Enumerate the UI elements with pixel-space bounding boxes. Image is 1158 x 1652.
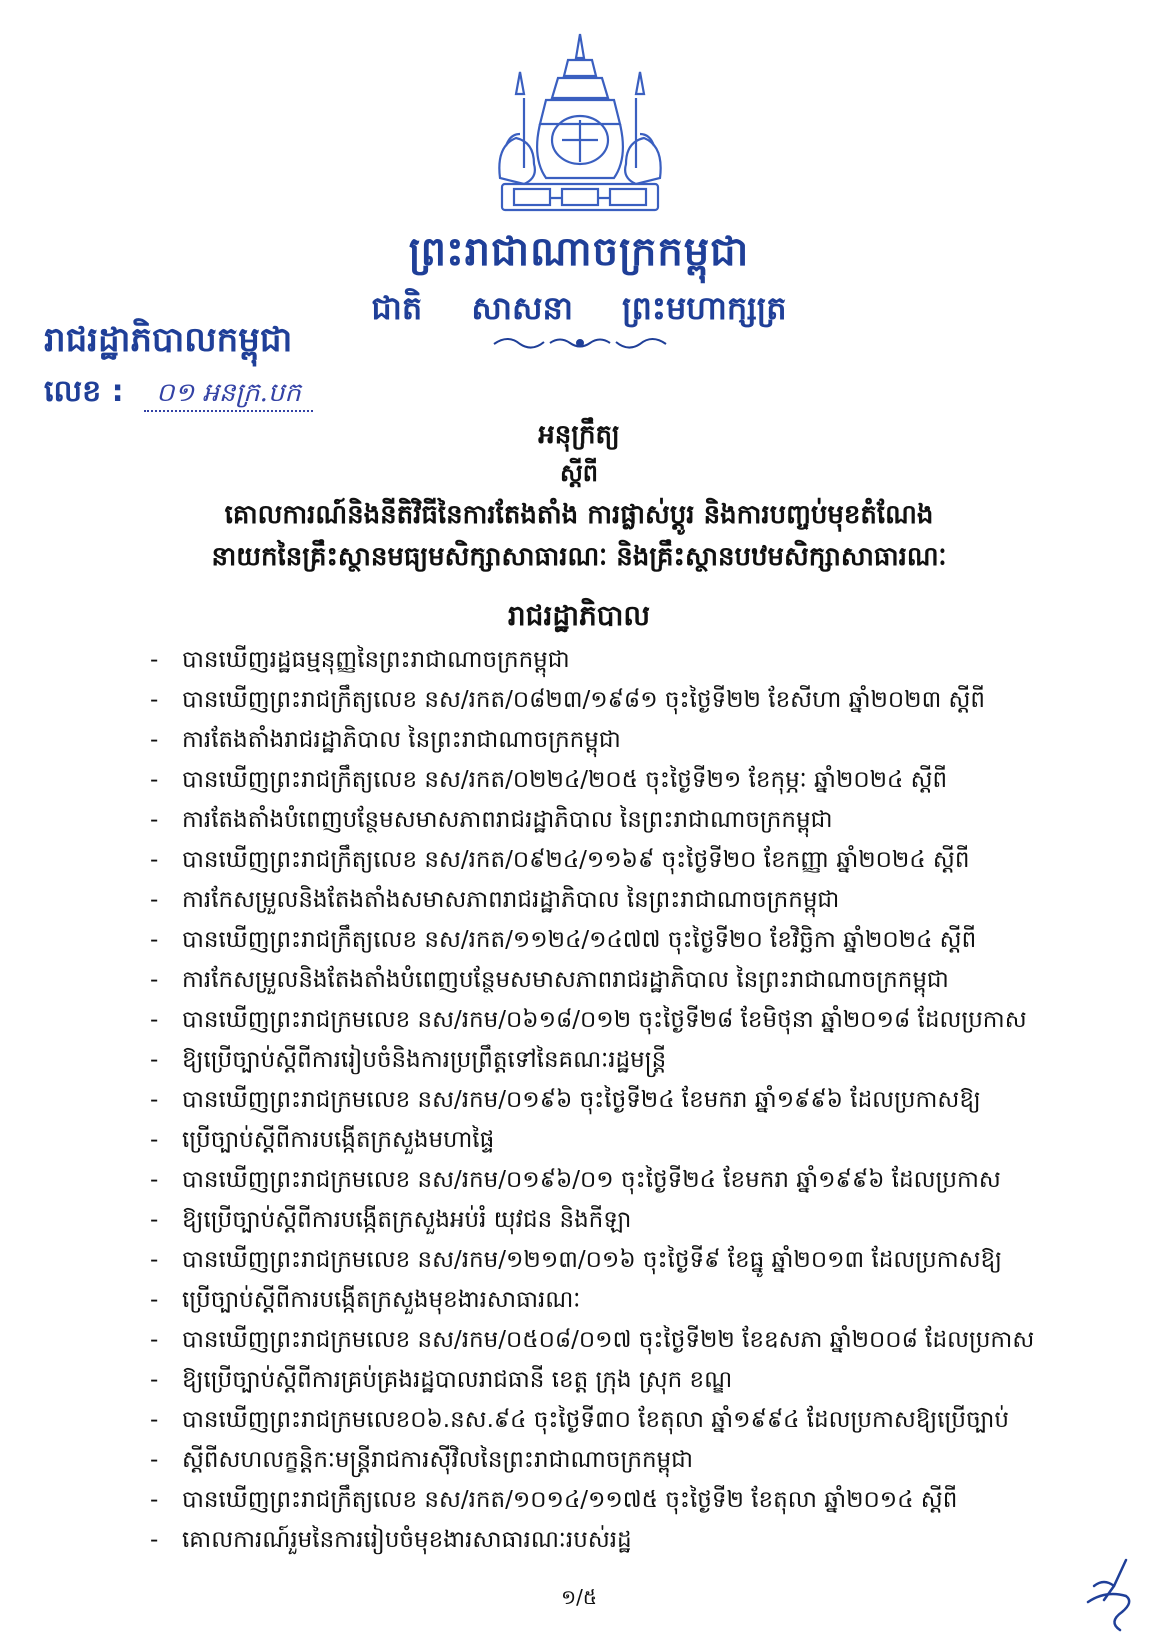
preamble-line: ឱ្យប្រើច្បាប់ស្តីពីការគ្រប់គ្រងរដ្ឋបាលរាជធានី ខេត្ត ក្រុង ស្រុក ខណ្ឌ xyxy=(182,1367,733,1393)
bullet-dash: - xyxy=(150,687,159,713)
bullet-dash: - xyxy=(150,1447,159,1473)
kingdom-title: ព្រះរាជាណាចក្រកម្ពុជា xyxy=(408,229,750,275)
bullet-dash: - xyxy=(150,887,159,913)
preamble-item xyxy=(150,840,1050,880)
preamble-line: ប្រើច្បាប់ស្តីពីការបង្កើតក្រសួងមុខងារសាធារណៈ xyxy=(182,1287,581,1313)
bullet-dash: - xyxy=(150,1087,159,1113)
page-number: ១/៥ xyxy=(560,1585,598,1609)
bullet-dash: - xyxy=(150,1527,159,1553)
preamble-list xyxy=(150,640,1050,1560)
preamble-line: បានឃើញរដ្ឋធម្មនុញ្ញនៃព្រះរាជាណាចក្រកម្ពុជា xyxy=(182,647,570,673)
handwritten-initials-icon xyxy=(1074,1556,1144,1640)
preamble-line: ស្តីពីសហលក្ខន្តិកៈមន្ត្រីរាជការស៊ីវិលនៃព្រះរាជាណាចក្រកម្ពុជា xyxy=(182,1447,694,1473)
bullet-dash: - xyxy=(150,847,159,873)
subject-line-2: នាយកនៃគ្រឹះស្ថានមធ្យមសិក្សាសាធារណៈ និងគ្រឹះស្ថានបឋមសិក្សាសាធារណៈ xyxy=(211,542,947,572)
preamble-line: បានឃើញព្រះរាជក្រមលេខ នស/រកម/០១៩៦/០១ ចុះថ្ងៃទី២៤ ខែមករា ឆ្នាំ១៩៩៦ ដែលប្រកាស xyxy=(182,1167,1001,1193)
preamble-item xyxy=(150,920,1050,960)
bullet-dash: - xyxy=(150,1127,159,1153)
bullet-dash: - xyxy=(150,807,159,833)
bullet-dash: - xyxy=(150,1047,159,1073)
preamble-item xyxy=(150,960,1050,1000)
bullet-dash: - xyxy=(150,1367,159,1393)
bullet-dash: - xyxy=(150,727,159,753)
reference-number: ០១ អនក្រ.បក xyxy=(144,378,313,412)
preamble-item xyxy=(150,680,1050,720)
preamble-item xyxy=(150,720,1050,760)
bullet-dash: - xyxy=(150,1487,159,1513)
about-label: ស្តីពី xyxy=(559,459,599,487)
preamble-item xyxy=(150,1240,1050,1280)
bullet-dash: - xyxy=(150,1247,159,1273)
preamble-line: ការតែងតាំងបំពេញបន្ថែមសមាសភាពរាជរដ្ឋាភិបាល នៃព្រះរាជាណាចក្រកម្ពុជា xyxy=(182,807,833,833)
preamble-item xyxy=(150,1040,1050,1080)
preamble-line: បានឃើញព្រះរាជក្រឹត្យលេខ នស/រកត/១០១៤/១១៧៥ ចុះថ្ងៃទី២ ខែតុលា ឆ្នាំ២០១៤ ស្តីពី xyxy=(182,1487,958,1513)
preamble-line: បានឃើញព្រះរាជក្រមលេខ នស/រកម/០១៩៦ ចុះថ្ងៃទី២៤ ខែមករា ឆ្នាំ១៩៩៦ ដែលប្រកាសឱ្យ xyxy=(182,1087,981,1113)
bullet-dash: - xyxy=(150,1207,159,1233)
preamble-item xyxy=(150,1120,1050,1160)
preamble-item xyxy=(150,1440,1050,1480)
preamble-line: បានឃើញព្រះរាជក្រមលេខ នស/រកម/១២១៣/០១៦ ចុះថ្ងៃទី៩ ខែធ្នូ ឆ្នាំ២០១៣ ដែលប្រកាសឱ្យ xyxy=(182,1247,1002,1273)
bullet-dash: - xyxy=(150,1287,159,1313)
preamble-line: បានឃើញព្រះរាជក្រឹត្យលេខ នស/រកត/១១២៤/១៤៧៧ ចុះថ្ងៃទី២០ ខែវិច្ឆិកា ឆ្នាំ២០២៤ ស្តីពី xyxy=(182,927,977,953)
bullet-dash: - xyxy=(150,927,159,953)
preamble-line: បានឃើញព្រះរាជក្រឹត្យលេខ នស/រកត/០៩២៤/១១៦៩ ចុះថ្ងៃទី២០ ខែកញ្ញា ឆ្នាំ២០២៤ ស្តីពី xyxy=(182,847,970,873)
preamble-line: ការតែងតាំងរាជរដ្ឋាភិបាល នៃព្រះរាជាណាចក្រកម្ពុជា xyxy=(182,727,621,753)
preamble-item xyxy=(150,1520,1050,1560)
preamble-item xyxy=(150,1400,1050,1440)
preamble-item xyxy=(150,1480,1050,1520)
preamble-item xyxy=(150,880,1050,920)
preamble-line: បានឃើញព្រះរាជក្រមលេខ នស/រកម/០៦១៨/០១២ ចុះថ្ងៃទី២៨ ខែមិថុនា ឆ្នាំ២០១៨ ដែលប្រកាស xyxy=(182,1007,1027,1033)
national-motto: ជាតិ សាសនា ព្រះមហាក្សត្រ xyxy=(371,289,787,327)
bullet-dash: - xyxy=(150,967,159,993)
preamble-item xyxy=(150,1160,1050,1200)
preamble-line: ការកែសម្រួលនិងតែងតាំងបំពេញបន្ថែមសមាសភាពរាជរដ្ឋាភិបាល នៃព្រះរាជាណាចក្រកម្ពុជា xyxy=(182,967,949,993)
preamble-item xyxy=(150,1200,1050,1240)
royal-coat-of-arms-icon xyxy=(480,28,680,218)
subject-line-1: គោលការណ៍និងនីតិវិធីនៃការតែងតាំង ការផ្លាស់ប្តូរ និងការបញ្ចប់មុខតំណែង xyxy=(224,500,934,530)
preamble-line: ការកែសម្រួលនិងតែងតាំងសមាសភាពរាជរដ្ឋាភិបាល នៃព្រះរាជាណាចក្រកម្ពុជា xyxy=(182,887,840,913)
preamble-item xyxy=(150,800,1050,840)
bullet-dash: - xyxy=(150,647,159,673)
preamble-item xyxy=(150,1000,1050,1040)
ornament-divider-icon xyxy=(490,330,670,356)
bullet-dash: - xyxy=(150,1007,159,1033)
preamble-item xyxy=(150,1360,1050,1400)
preamble-item xyxy=(150,640,1050,680)
bullet-dash: - xyxy=(150,1327,159,1353)
preamble-line: បានឃើញព្រះរាជក្រមលេខ០៦.នស.៩៤ ចុះថ្ងៃទី៣០ ខែតុលា ឆ្នាំ១៩៩៤ ដែលប្រកាសឱ្យប្រើច្បាប់ xyxy=(182,1407,1009,1433)
preamble-item xyxy=(150,1320,1050,1360)
preamble-item xyxy=(150,760,1050,800)
reference-label: លេខ : xyxy=(44,374,124,409)
bullet-dash: - xyxy=(150,1167,159,1193)
document-type: អនុក្រឹត្យ xyxy=(538,420,620,450)
reference-line xyxy=(44,372,313,416)
preamble-line: ឱ្យប្រើច្បាប់ស្តីពីការបង្កើតក្រសួងអប់រំ យុវជន និងកីឡា xyxy=(182,1207,632,1233)
preamble-line: ឱ្យប្រើច្បាប់ស្តីពីការរៀបចំនិងការប្រព្រឹត្តទៅនៃគណៈរដ្ឋមន្ត្រី xyxy=(182,1047,667,1073)
preamble-line: បានឃើញព្រះរាជក្រឹត្យលេខ នស/រកត/០៨២៣/១៩៨១ ចុះថ្ងៃទី២២ ខែសីហា ឆ្នាំ២០២៣ ស្តីពី xyxy=(182,687,986,713)
preamble-line: បានឃើញព្រះរាជក្រមលេខ នស/រកម/០៥០៨/០១៧ ចុះថ្ងៃទី២២ ខែឧសភា ឆ្នាំ២០០៨ ដែលប្រកាស xyxy=(182,1327,1035,1353)
preamble-line: ប្រើច្បាប់ស្តីពីការបង្កើតក្រសួងមហាផ្ទៃ xyxy=(182,1127,495,1153)
preamble-line: គោលការណ៍រួមនៃការរៀបចំមុខងារសាធារណៈរបស់រដ្ឋ xyxy=(182,1527,632,1553)
section-heading: រាជរដ្ឋាភិបាល xyxy=(507,599,651,632)
preamble-line: បានឃើញព្រះរាជក្រឹត្យលេខ នស/រកត/០២២៤/២០៥ ចុះថ្ងៃទី២១ ខែកុម្ភៈ ឆ្នាំ២០២៤ ស្តីពី xyxy=(182,767,948,793)
preamble-item xyxy=(150,1280,1050,1320)
issuer-name: រាជរដ្ឋាភិបាលកម្ពុជា xyxy=(44,320,293,360)
bullet-dash: - xyxy=(150,767,159,793)
bullet-dash: - xyxy=(150,1407,159,1433)
preamble-item xyxy=(150,1080,1050,1120)
